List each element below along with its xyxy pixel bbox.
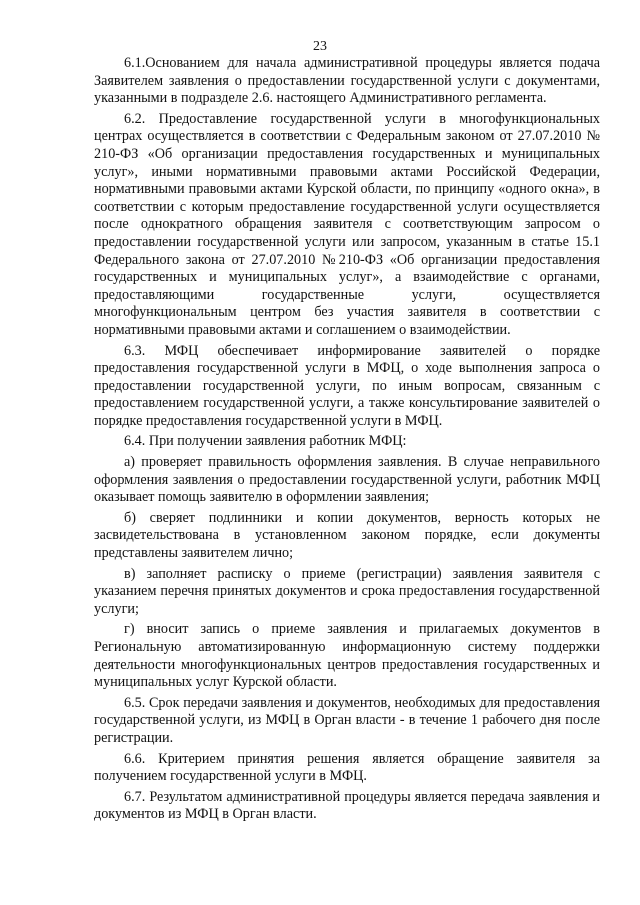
paragraph-6-4-d: г) вносит запись о приеме заявления и прилагаемых документов в Региональную автоматизированную информационную систему поддержки деятельности многофункциональных центров предоставления государственных и муниципальных услуг Курской области. <box>94 621 600 691</box>
paragraph-6-5: 6.5. Срок передачи заявления и документов, необходимых для предоставления государственной услуги, из МФЦ в Орган власти - в течение 1 рабочего дня после регистрации. <box>94 694 600 746</box>
paragraph-6-6: 6.6. Критерием принятия решения является обращение заявителя за получением государственной услуги в МФЦ. <box>94 750 600 785</box>
paragraph-6-4-b: б) сверяет подлинники и копии документов, верность которых не засвидетельствована в установленном законом порядке, если документы представлены заявителем лично; <box>94 509 600 562</box>
paragraph-6-3: 6.3. МФЦ обеспечивает информирование заявителей о порядке предоставления государственной услуги в МФЦ, о ходе выполнения запроса о предоставлении государственной услуги, по иным вопросам, связанным с предоставлением государственной услуги, а также консультирование заявителей о порядке предоставления государственной услуги в МФЦ. <box>94 342 600 429</box>
paragraph-6-4: 6.4. При получении заявления работник МФЦ: <box>124 433 407 450</box>
document-body <box>94 55 600 824</box>
paragraph-6-7: 6.7. Результатом административной процедуры является передача заявления и документов из МФЦ в Орган власти. <box>94 788 600 823</box>
paragraph-6-1: 6.1.Основанием для начала административной процедуры является подача Заявителем заявления о предоставлении государственной услуги с документами, указанными в подразделе 2.6. настоящего Административного регламента. <box>94 55 600 107</box>
paragraph-6-2: 6.2. Предоставление государственной услуги в многофункциональных центрах осуществляется в соответствии с Федеральным законом от 27.07.2010 № 210-ФЗ «Об организации предоставления государственных и муниципальных услуг», иными нормативными правовыми актами Российской Федерации, нормативными правовыми актами Курской области, по принципу «одного окна», в соответствии с которым предоставление государственной услуги осуществляется после однократного обращения заявителя с соответствующим запросом о предоставлении государственной услуги или запросом, указанным в статье 15.1 Федерального закона от 27.07.2010 №210-ФЗ «Об организации предоставления государственных и муниципальных услуг», а взаимодействие с органами, предоставляющими государственные услуги, осуществляется многофункциональным центром без участия заявителя в соответствии с нормативными правовыми актами и соглашением о взаимодействии. <box>94 110 600 338</box>
page-number: 23 <box>313 39 327 54</box>
paragraph-6-4-c: в) заполняет расписку о приеме (регистрации) заявления заявителя с указанием перечня принятых документов и срока предоставления государственной услуги; <box>94 565 600 617</box>
paragraph-6-4-a: а) проверяет правильность оформления заявления. В случае неправильного оформления заявления о предоставлении государственной услуги, работник МФЦ оказывает помощь заявителю в оформлении заявления; <box>94 454 600 506</box>
